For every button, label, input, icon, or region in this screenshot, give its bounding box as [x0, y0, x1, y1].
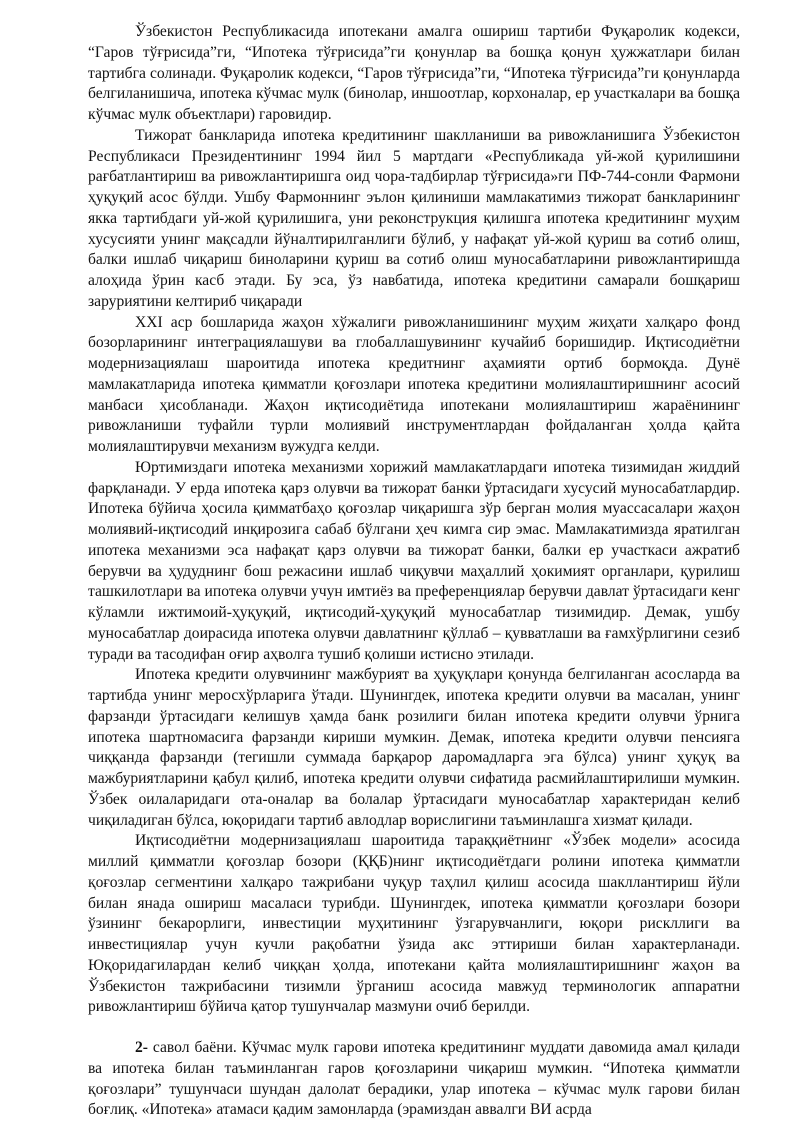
- paragraph-ipoteka-legal-basis: Ўзбекистон Республикасида ипотекани амалга ошириш тартиби Фуқаролик кодекси, “Гаров тўғрисида”ги, “Ипотека тўғрисида”ги қонунлар ва бошқа қонун ҳужжатлари билан тартибга солинади. Фуқаролик кодекси, “Гаров тўғрисида”ги, “Ипотека тўғрисида”ги қонунларда белгиланишича, ипотека кўчмас мулк (бинолар, иншоотлар, корхоналар, ер участкалари ва бошқа кўчмас мулк объектлари) гаровидир.: [88, 23, 740, 123]
- question-paragraph: [88, 1038, 740, 1121]
- paragraph-spacer: [88, 1018, 740, 1038]
- paragraph-domestic-mechanism: Юртимиздаги ипотека механизми хорижий мамлакатлардаги ипотека тизимидан жиддий фарқланади. У ерда ипотека қарз олувчи ва тижорат банки ўртасидаги хусусий муносабатлардир. Ипотека бўйича ҳосила қимматбаҳо қоғозлар чиқаришга зўр берган молия муассасалари жаҳон молиявий-иқтисодий инқирозига сабаб бўлгани ҳеч кимга сир эмас. Мамлакатимизда яратилган ипотека механизми эса нафақат қарз олувчи ва тижорат банки, балки ер участкаси ажратиб берувчи ва ҳудуднинг бош режасини ишлаб чиқувчи маҳаллий ҳокимият органлари, қурилиш ташкилотлари ва ипотека олувчи учун имтиёз ва преференциялар берувчи давлат ўртасидаги кенг кўламли ижтимоий-ҳуқуқий, иқтисодий-ҳуқуқий муносабатлар тизимидир. Демак, ушбу муносабатлар доирасида ипотека олувчи давлатнинг қўллаб – қувватлаши ва ғамхўрлигини сезиб туради ва тасодифан оғир аҳволга тушиб қолиши истисно этилади.: [88, 458, 740, 663]
- paragraph-presidential-decree: Тижорат банкларида ипотека кредитининг шаклланиши ва ривожланишига Ўзбекистон Республикаси Президентининг 1994 йил 5 мартдаги «Республикада уй-жой қурилишини рағбатлантириш ва ривожлантиришга оид чора-тадбирлар тўғрисида»ги ПФ-744-сонли Фармони ҳуқуқий асос бўлди. Ушбу Фармоннинг эълон қилиниши мамлакатимиз тижорат банкларининг якка тартибдаги уй-жой қурилишига, уни реконструкция қилишга ипотека кредитининг муҳим хусусияти унинг мақсадли йўналтирилганлиги бўлиб, у нафақат уй-жой қуриш ва сотиб олиш, балки ишлаб чиқариш биноларини қуриш ва сотиб олиш муносабатларини ривожлантиришда алоҳида ўрин касб этади. Бу эса, ўз навбатида, ипотека кредитини самарали бошқариш заруриятини келтириб чиқаради: [88, 126, 740, 310]
- paragraph-global-markets: XXI аср бошларида жаҳон хўжалиги ривожланишининг муҳим жиҳати халқаро фонд бозорларининг интеграциялашуви ва глобаллашувининг кучайиб боришидир. Иқтисодиётни модернизациялаш шароитида ипотека кредитнинг аҳамияти ортиб бормоқда. Дунё мамлакатларида ипотека қимматли қоғозлари ипотека кредитини молиялаштиришнинг асосий манбаси ҳисобланади. Жаҳон иқтисодиётида ипотекани молиялаштириш жараёнининг ривожланиши туфайли турли молиявий инструментлардан фойдаланган ҳолда қайта молиялаштирувчи механизм вужудга келди.: [88, 313, 740, 455]
- paragraph-borrower-rights: Ипотека кредити олувчининг мажбурият ва ҳуқуқлари қонунда белгиланган асосларда ва тартибда унинг меросхўрларига ўтади. Шунингдек, ипотека кредити олувчи ва масалан, унинг фарзанди ўртасидаги келишув ҳамда банк розилиги билан ипотека кредити олувчи ўрнига ипотека шартномасига фарзанди кириши мумкин. Демак, ипотека кредити олувчи пенсияга чиққанда фарзанди (тегишли суммада барқарор даромадларга эга бўлса) унинг ҳуқуқ ва мажбуриятларини қабул қилиб, ипотека кредити олувчи сифатида расмийлаштирилиши мумкин. Ўзбек оилаларидаги ота-оналар ва болалар ўртасидаги муносабатлар характеридан келиб чиқиладиган бўлса, юқоридаги тартиб авлодлар ворислигини таъминлашга хизмат қилади.: [88, 666, 740, 829]
- document-page: [88, 22, 740, 1121]
- question-number: 2-: [135, 1039, 148, 1056]
- paragraph-securities-market: Иқтисодиётни модернизациялаш шароитида тараққиётнинг «Ўзбек модели» асосида миллий қимматли қоғозлар бозори (ҚҚБ)нинг иқтисодиётдаги ролини ипотека қимматли қоғозлар сегментини халқаро тажрибани чуқур таҳлил қилиш асосида шакллантириш йўли билан янада ошириш масаласи турибди. Шунингдек, ипотека қимматли қоғозлари бозори ўзининг бекарорлиги, инвестиции муҳитининг ўзгарувчанлиги, юқори рискллиги ва инвестициялар учун кучли рақобатни ўзида акс эттириши билан характерланади. Юқоридагилардан келиб чиққан ҳолда, ипотекани қайта молиялаштиришнинг жаҳон ва Ўзбекистон тажрибасини тизимли ўрганиш асосида мавжуд терминологик аппаратни ривожлантириш бўйича қатор тушунчалар мазмуни очиб берилди.: [88, 832, 740, 1016]
- question-text: савол баёни. Кўчмас мулк гарови ипотека кредитининг муддати давомида амал қилади ва ипотека билан таъминланган гаров қоғозларини чиқариш мумкин. “Ипотека қимматли қоғозлари” тушунчаси шундан далолат берадики, улар ипотека – кўчмас мулк гарови билан боғлиқ. «Ипотека» атамаси қадим замонларда (эрамиздан аввалги ВИ асрда: [88, 1039, 740, 1119]
